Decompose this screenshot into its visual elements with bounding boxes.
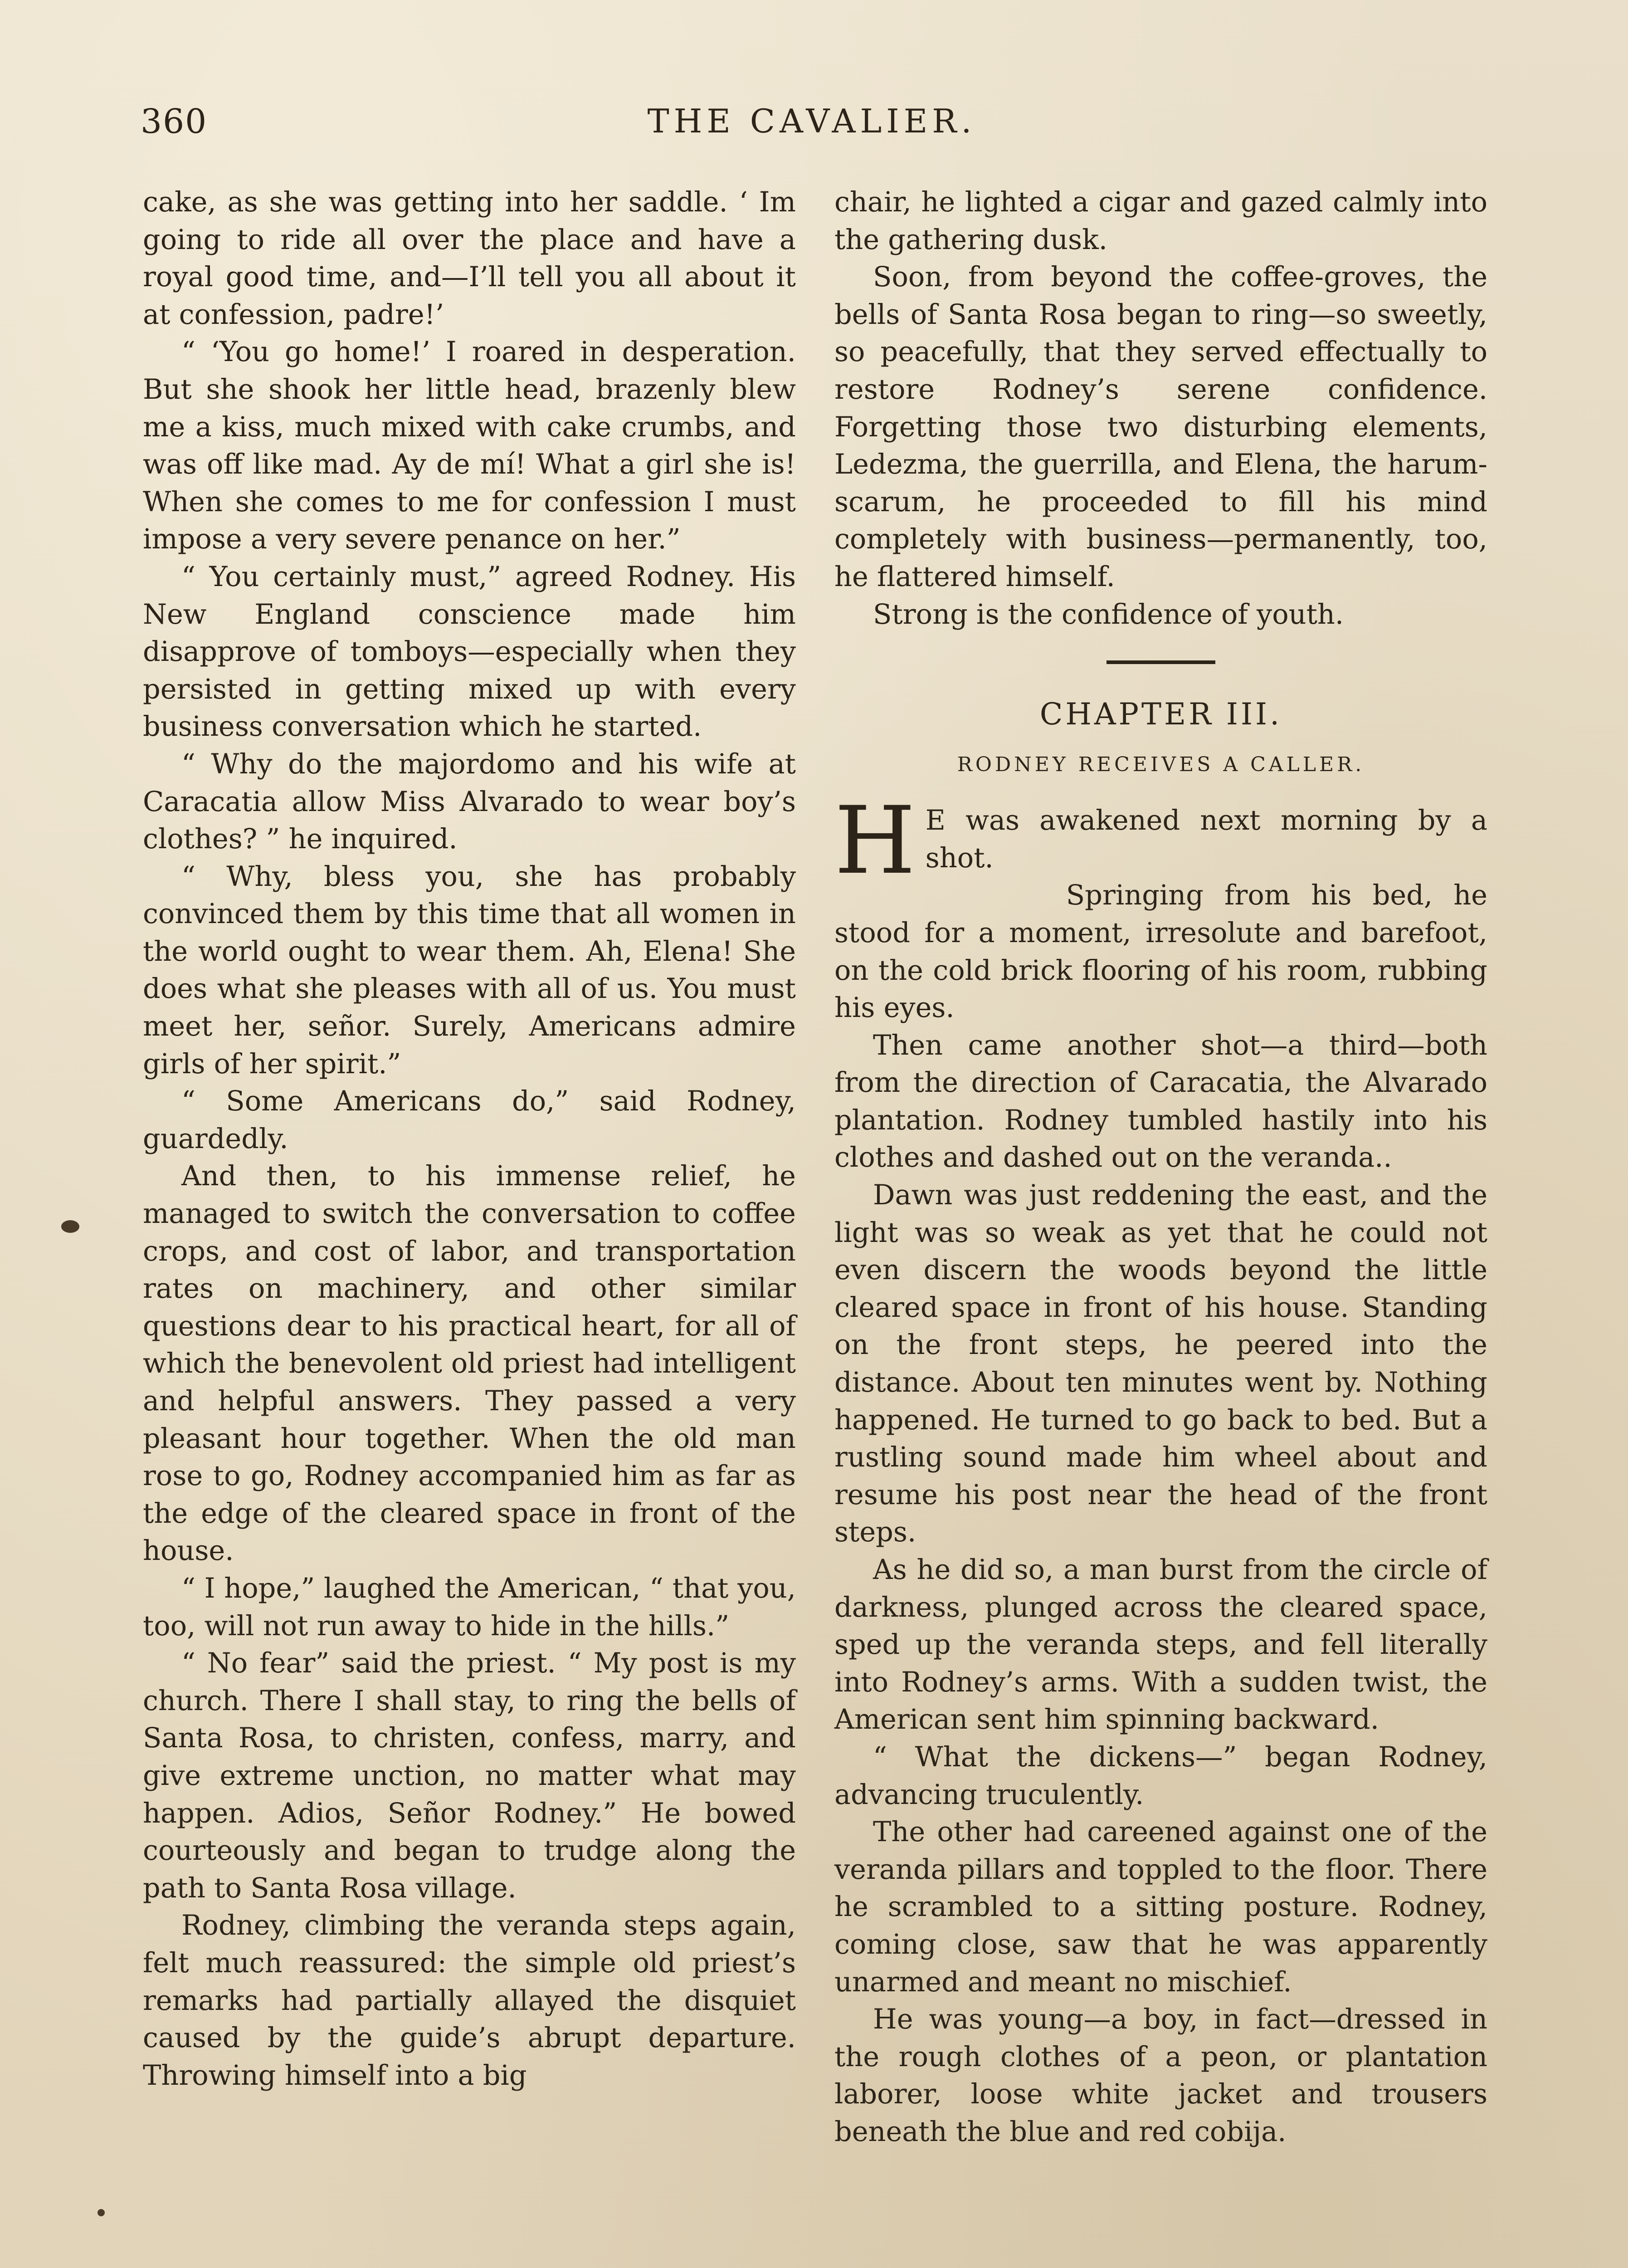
- ink-smudge: [61, 1220, 79, 1233]
- opening-lines: E was awakened next morning by a shot.: [925, 805, 1487, 874]
- paragraph: “ ‘You go home!’ I roared in desperation. But she shook her little head, brazenly blew me a kiss, much mixed with cake crumbs, and was off like mad. Ay de mí! What a girl she is! When she comes to me for confession I must impose a very severe penance on her.”: [143, 336, 796, 556]
- paragraph: He was young—a boy, in fact—dressed in the rough clothes of a peon, or plantation laborer, loose white jacket and trousers beneath the blue and red cobija.: [834, 2004, 1487, 2148]
- paragraph: Dawn was just reddening the east, and the light was so weak as yet that he could not even discern the woods beyond the little cleared space in front of his house. Standing on the front steps, he peered into the distance. About ten minutes went by. Nothing happened. He turned to go back to bed. But a rustling sound made him wheel about and resume his post near the head of the front steps.: [834, 1179, 1487, 1549]
- paragraph: Strong is the confidence of youth.: [873, 598, 1344, 631]
- page-header: [141, 102, 1483, 152]
- right-column: [834, 184, 1487, 2151]
- paragraph: Springing from his bed, he stood for a moment, irresolute and barefoot, on the cold brick flooring of his room, rubbing his eyes.: [834, 880, 1487, 1024]
- running-title: THE CAVALIER.: [647, 102, 976, 140]
- paragraph: “ Why do the majordomo and his wife at Caracatia allow Miss Alvarado to wear boy’s clothes? ” he inquired.: [143, 748, 796, 855]
- paragraph: “ No fear” said the priest. “ My post is my church. There I shall stay, to ring the bells of Santa Rosa, to christen, confess, marry, and give extreme unction, no matter what may happen. Adios, Señor Rodney.” He bowed courteously and began to trudge along the path to Santa Rosa village.: [143, 1647, 796, 1904]
- paragraph: chair, he lighted a cigar and gazed calmly into the gathering dusk.: [834, 186, 1487, 256]
- drop-cap: H: [834, 787, 916, 895]
- paragraph: “ Why, bless you, she has probably convinced them by this time that all women in the world ought to wear them. Ah, Elena! She does what she pleases with all of us. You must meet her, señor. Surely, Americans admire girls of her spirit.”: [143, 860, 796, 1080]
- paragraph: cake, as she was getting into her saddle. ‘ Im going to ride all over the place and have a royal good time, and—I’ll tell you all about it at confession, padre!’: [143, 186, 796, 331]
- chapter-heading: CHAPTER III.: [1039, 697, 1282, 732]
- paragraph: The other had careened against one of the veranda pillars and toppled to the floor. There he scrambled to a sitting posture. Rodney, coming close, saw that he was apparently unarmed and meant no mischief.: [834, 1816, 1487, 1998]
- paragraph: “ What the dickens—” began Rodney, advancing truculently.: [834, 1741, 1487, 1811]
- paragraph: Soon, from beyond the coffee-groves, the bells of Santa Rosa began to ring—so sweetly, so peacefully, that they served effectually to restore Rodney’s serene confidence. Forgetting those two disturbing elements, Ledezma, the guerrilla, and Elena, the harum-scarum, he proceeded to fill his mind completely with business—permanently, too, he flattered himself.: [834, 261, 1487, 593]
- ink-smudge: [97, 2209, 105, 2216]
- page-number: 360: [141, 102, 208, 141]
- paragraph: “ Some Americans do,” said Rodney, guardedly.: [143, 1085, 796, 1155]
- paragraph: And then, to his immense relief, he managed to switch the conversation to coffee crops, and cost of labor, and transportation rates on machinery, and other similar questions dear to his practical heart, for all of which the benevolent old priest had intelligent and helpful answers. They passed a very pleasant hour together. When the old man rose to go, Rodney accompanied him as far as the edge of the cleared space in front of the house.: [143, 1160, 796, 1567]
- paragraph: Rodney, climbing the veranda steps again, felt much reassured: the simple old priest’s remarks had partially allayed the disquiet caused by the guide’s abrupt departure. Throwing himself into a big: [143, 1910, 796, 2092]
- left-column: [143, 184, 796, 2094]
- chapter-subtitle: RODNEY RECEIVES A CALLER.: [957, 753, 1365, 777]
- paragraph: As he did so, a man burst from the circle of darkness, plunged across the cleared space, sped up the veranda steps, and fell literally into Rodney’s arms. With a sudden twist, the American sent him spinning backward.: [834, 1554, 1487, 1736]
- paragraph: “ I hope,” laughed the American, “ that you, too, will not run away to hide in the hills.”: [143, 1572, 796, 1642]
- chapter-opening: [834, 787, 1487, 1027]
- paragraph: “ You certainly must,” agreed Rodney. His New England conscience made him disapprove of tomboys—especially when they persisted in getting mixed up with every business conversation which he started.: [143, 561, 796, 743]
- section-divider: [1106, 660, 1215, 664]
- paragraph: Then came another shot—a third—both from the direction of Caracatia, the Alvarado plantation. Rodney tumbled hastily into his clothes and dashed out on the veranda..: [834, 1029, 1487, 1174]
